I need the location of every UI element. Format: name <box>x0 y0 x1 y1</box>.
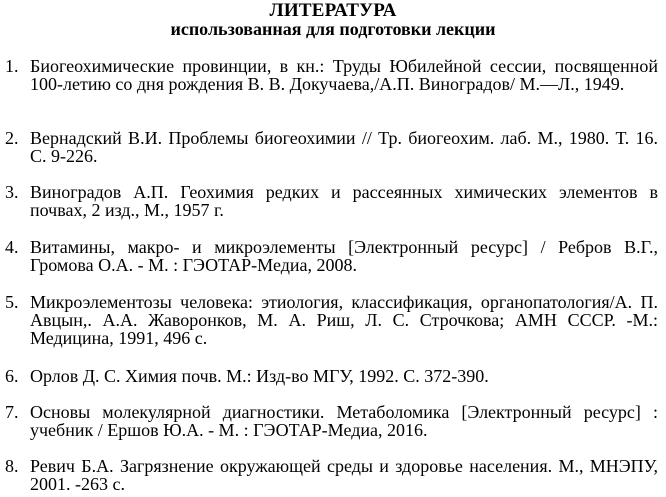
reference-text: Основы молекулярной диагностики. Метаболомика [Электронный ресурс] : учебник / Ершов Ю.А. - М. : ГЭОТАР-Медиа, 2016. <box>30 402 658 440</box>
reference-text: Вернадский В.И. Проблемы биогеохимии // Тр. биогеохим. лаб. М., 1980. Т. 16. С. 9-226. <box>30 128 658 166</box>
reference-text: Микроэлементозы человека: этиология, классификация, органопатология/А. П. Авцын,. А.А. Жаворонков, М. А. Риш, Л. С. Строчкова; АМН СССР. -М.: Медицина, 1991, 496 с. <box>30 292 658 348</box>
reference-text: Биогеохимические провинции, в кн.: Труды Юбилейной сессии, посвященной 100-летию со дня рождения В. В. Докучаева,/А.П. Виноградов/ М.—Л., 1949. <box>30 56 658 94</box>
reference-text: Орлов Д. С. Химия почв. М.: Изд-во МГУ, 1992. С. 372-390. <box>30 366 489 386</box>
reference-text: Ревич Б.А. Загрязнение окружающей среды и здоровье населения. М., МНЭПУ, 2001. -263 с. <box>30 456 658 494</box>
reference-number: 7. <box>5 402 19 422</box>
reference-text: Виноградов А.П. Геохимия редких и рассеянных химических элементов в почвах, 2 изд., М., 1957 г. <box>30 182 658 220</box>
reference-number: 4. <box>5 237 19 257</box>
reference-number: 3. <box>5 182 19 202</box>
reference-number: 1. <box>5 56 19 76</box>
reference-number: 6. <box>5 366 19 386</box>
reference-number: 8. <box>5 456 19 476</box>
reference-text: Витамины, макро- и микроэлементы [Электронный ресурс] / Ребров В.Г., Громова О.А. - М. : ГЭОТАР-Медиа, 2008. <box>30 237 658 275</box>
document-title: ЛИТЕРАТУРА <box>269 0 397 21</box>
reference-number: 5. <box>5 292 19 312</box>
document-subtitle: использованная для подготовки лекции <box>170 19 496 39</box>
reference-number: 2. <box>5 128 19 148</box>
